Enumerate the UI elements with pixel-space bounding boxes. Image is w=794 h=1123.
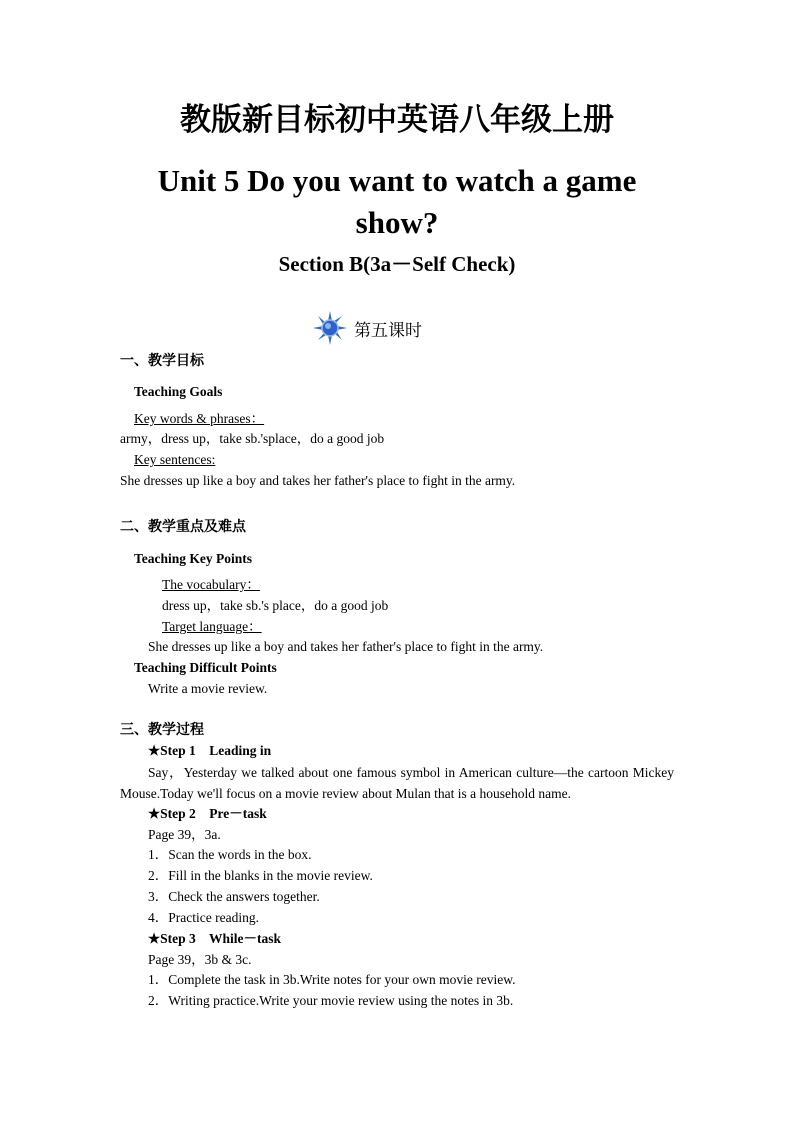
list-item: 2．Fill in the blanks in the movie review. [148,868,373,883]
main-title: 教版新目标初中英语八年级上册 [180,102,614,138]
list-item: 3．Check the answers together. [148,889,320,904]
process-heading: 三、教学过程 [120,722,204,738]
step2-heading: ★Step 2 Pre－task [148,806,267,821]
keypoints-heading: 二、教学重点及难点 [120,519,246,535]
step1-heading: ★Step 1 Leading in [148,743,272,758]
vocabulary-label: The vocabulary： [162,577,260,592]
section-title: Section B(3a－Self Check) [278,252,516,276]
list-item: 4．Practice reading. [148,910,259,925]
target-language-label: Target language： [162,619,262,634]
lesson-label [312,311,422,345]
key-words-label: Key words & phrases： [134,411,265,426]
step3-page: Page 39，3b & 3c. [148,952,252,967]
goals-subheading: Teaching Goals [134,384,223,399]
key-sentences-text: She dresses up like a boy and takes her father's place to fight in the army. [120,473,516,488]
step1-text: Say，Yesterday we talked about one famous symbol in American culture—the cartoon Mickey Mouse.Today we'll focus on a movie review about Mulan that is a household name. [120,765,674,801]
list-item: 1．Complete the task in 3b.Write notes for your own movie review. [148,972,516,987]
key-words-text: army，dress up，take sb.'splace，do a good job [120,431,385,446]
key-sentences-label: Key sentences: [134,452,216,467]
difficult-points-subheading: Teaching Difficult Points [134,660,277,675]
step2-page: Page 39，3a. [148,827,221,842]
keypoints-subheading: Teaching Key Points [134,551,253,566]
sun-icon [312,310,348,346]
goals-heading: 一、教学目标 [120,353,204,369]
list-item: 1．Scan the words in the box. [148,847,312,862]
step3-heading: ★Step 3 While－task [148,931,281,946]
difficult-points-text: Write a movie review. [148,681,268,696]
unit-title: Unit 5 Do you want to watch a game show? [157,163,637,240]
vocabulary-text: dress up，take sb.'s place，do a good job [162,598,389,613]
list-item: 2．Writing practice.Write your movie review using the notes in 3b. [148,993,514,1008]
target-language-text: She dresses up like a boy and takes her father's place to fight in the army. [148,639,544,654]
lesson-text: 第五课时 [354,320,422,341]
